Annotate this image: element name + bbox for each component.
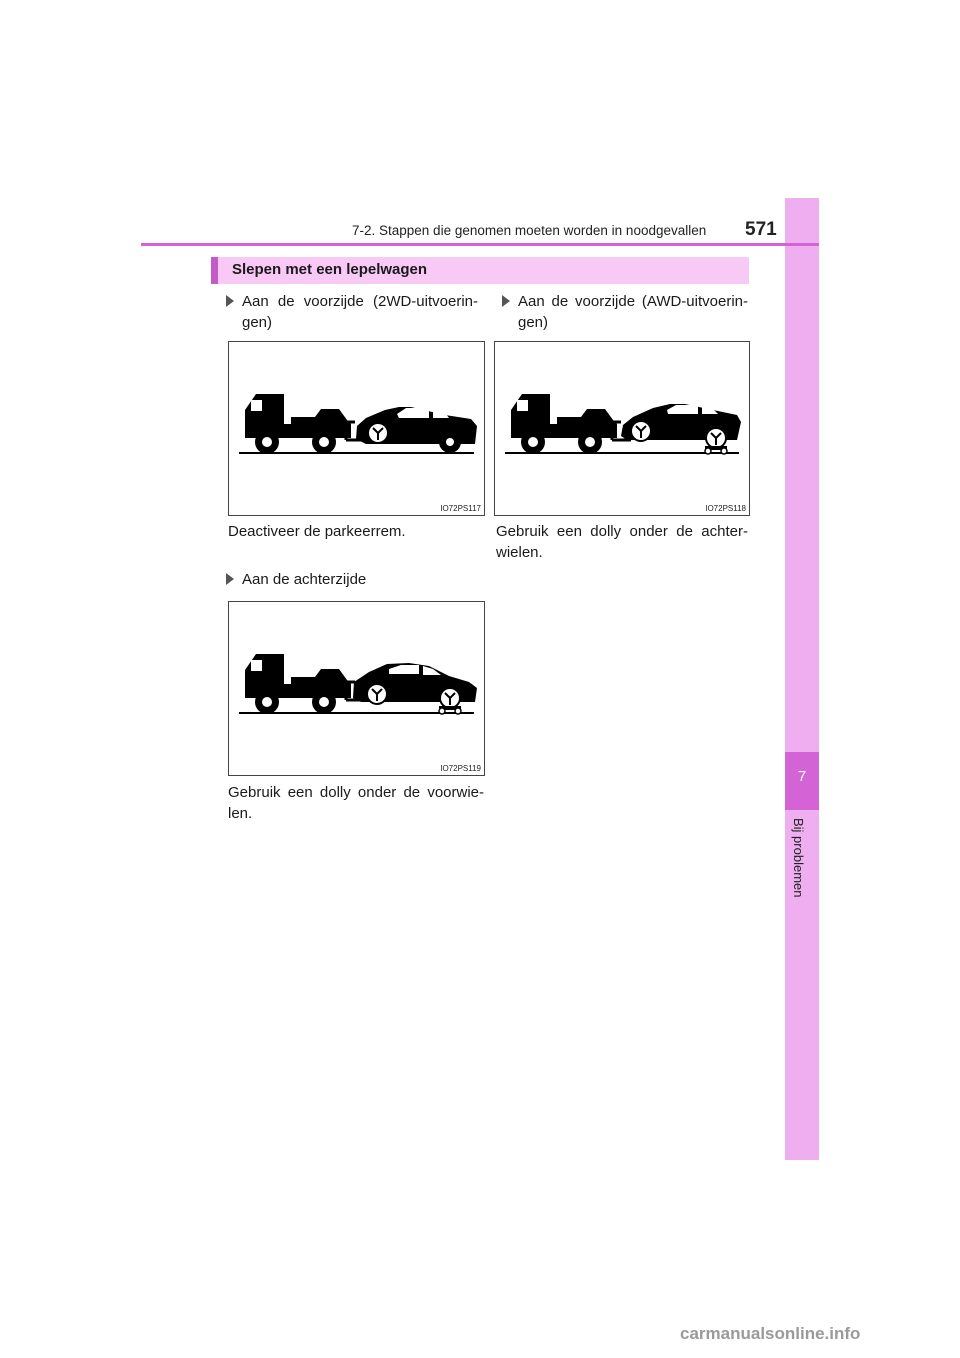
- tow-truck-illustration: [229, 342, 484, 515]
- page-number: 571: [745, 219, 777, 240]
- watermark: carmanualsonline.info: [680, 1324, 861, 1343]
- figure-tow-front-2wd: [228, 341, 485, 516]
- caption-front-awd: Gebruik een dolly onder de achter-wielen.: [496, 523, 748, 561]
- chapter-number: 7: [797, 768, 807, 785]
- figure-code: IO72PS119: [440, 764, 481, 773]
- tow-truck-illustration: [495, 342, 749, 515]
- chapter-title: Bij problemen: [791, 818, 806, 898]
- caption-front-2wd: Deactiveer de parkeerrem.: [228, 523, 406, 540]
- section-heading-bar: [211, 257, 749, 284]
- bullet-arrow-icon: [226, 295, 234, 307]
- section-title: Slepen met een lepelwagen: [232, 261, 428, 278]
- running-header: 7-2. Stappen die genomen moeten worden in noodgevallen: [352, 223, 707, 238]
- bullet-item-front-awd: [502, 291, 748, 333]
- chapter-side-tab: [785, 198, 819, 1160]
- bullet-text: Aan de achterzijde: [242, 571, 367, 588]
- figure-code: IO72PS117: [440, 504, 481, 513]
- figure-tow-rear: [228, 601, 485, 776]
- header-rule: [141, 243, 819, 246]
- figure-code: IO72PS118: [705, 504, 746, 513]
- bullet-text: Aan de voorzijde (2WD-uitvoerin-gen): [242, 293, 478, 331]
- bullet-arrow-icon: [502, 295, 510, 307]
- caption-rear: Gebruik een dolly onder de voorwie-len.: [228, 784, 484, 822]
- bullet-text: Aan de voorzijde (AWD-uitvoerin-gen): [518, 293, 748, 331]
- figure-tow-front-awd: [494, 341, 750, 516]
- tow-truck-illustration: [229, 602, 484, 775]
- bullet-arrow-icon: [226, 573, 234, 585]
- bullet-item-rear: [226, 569, 478, 590]
- bullet-item-front-2wd: [226, 291, 478, 333]
